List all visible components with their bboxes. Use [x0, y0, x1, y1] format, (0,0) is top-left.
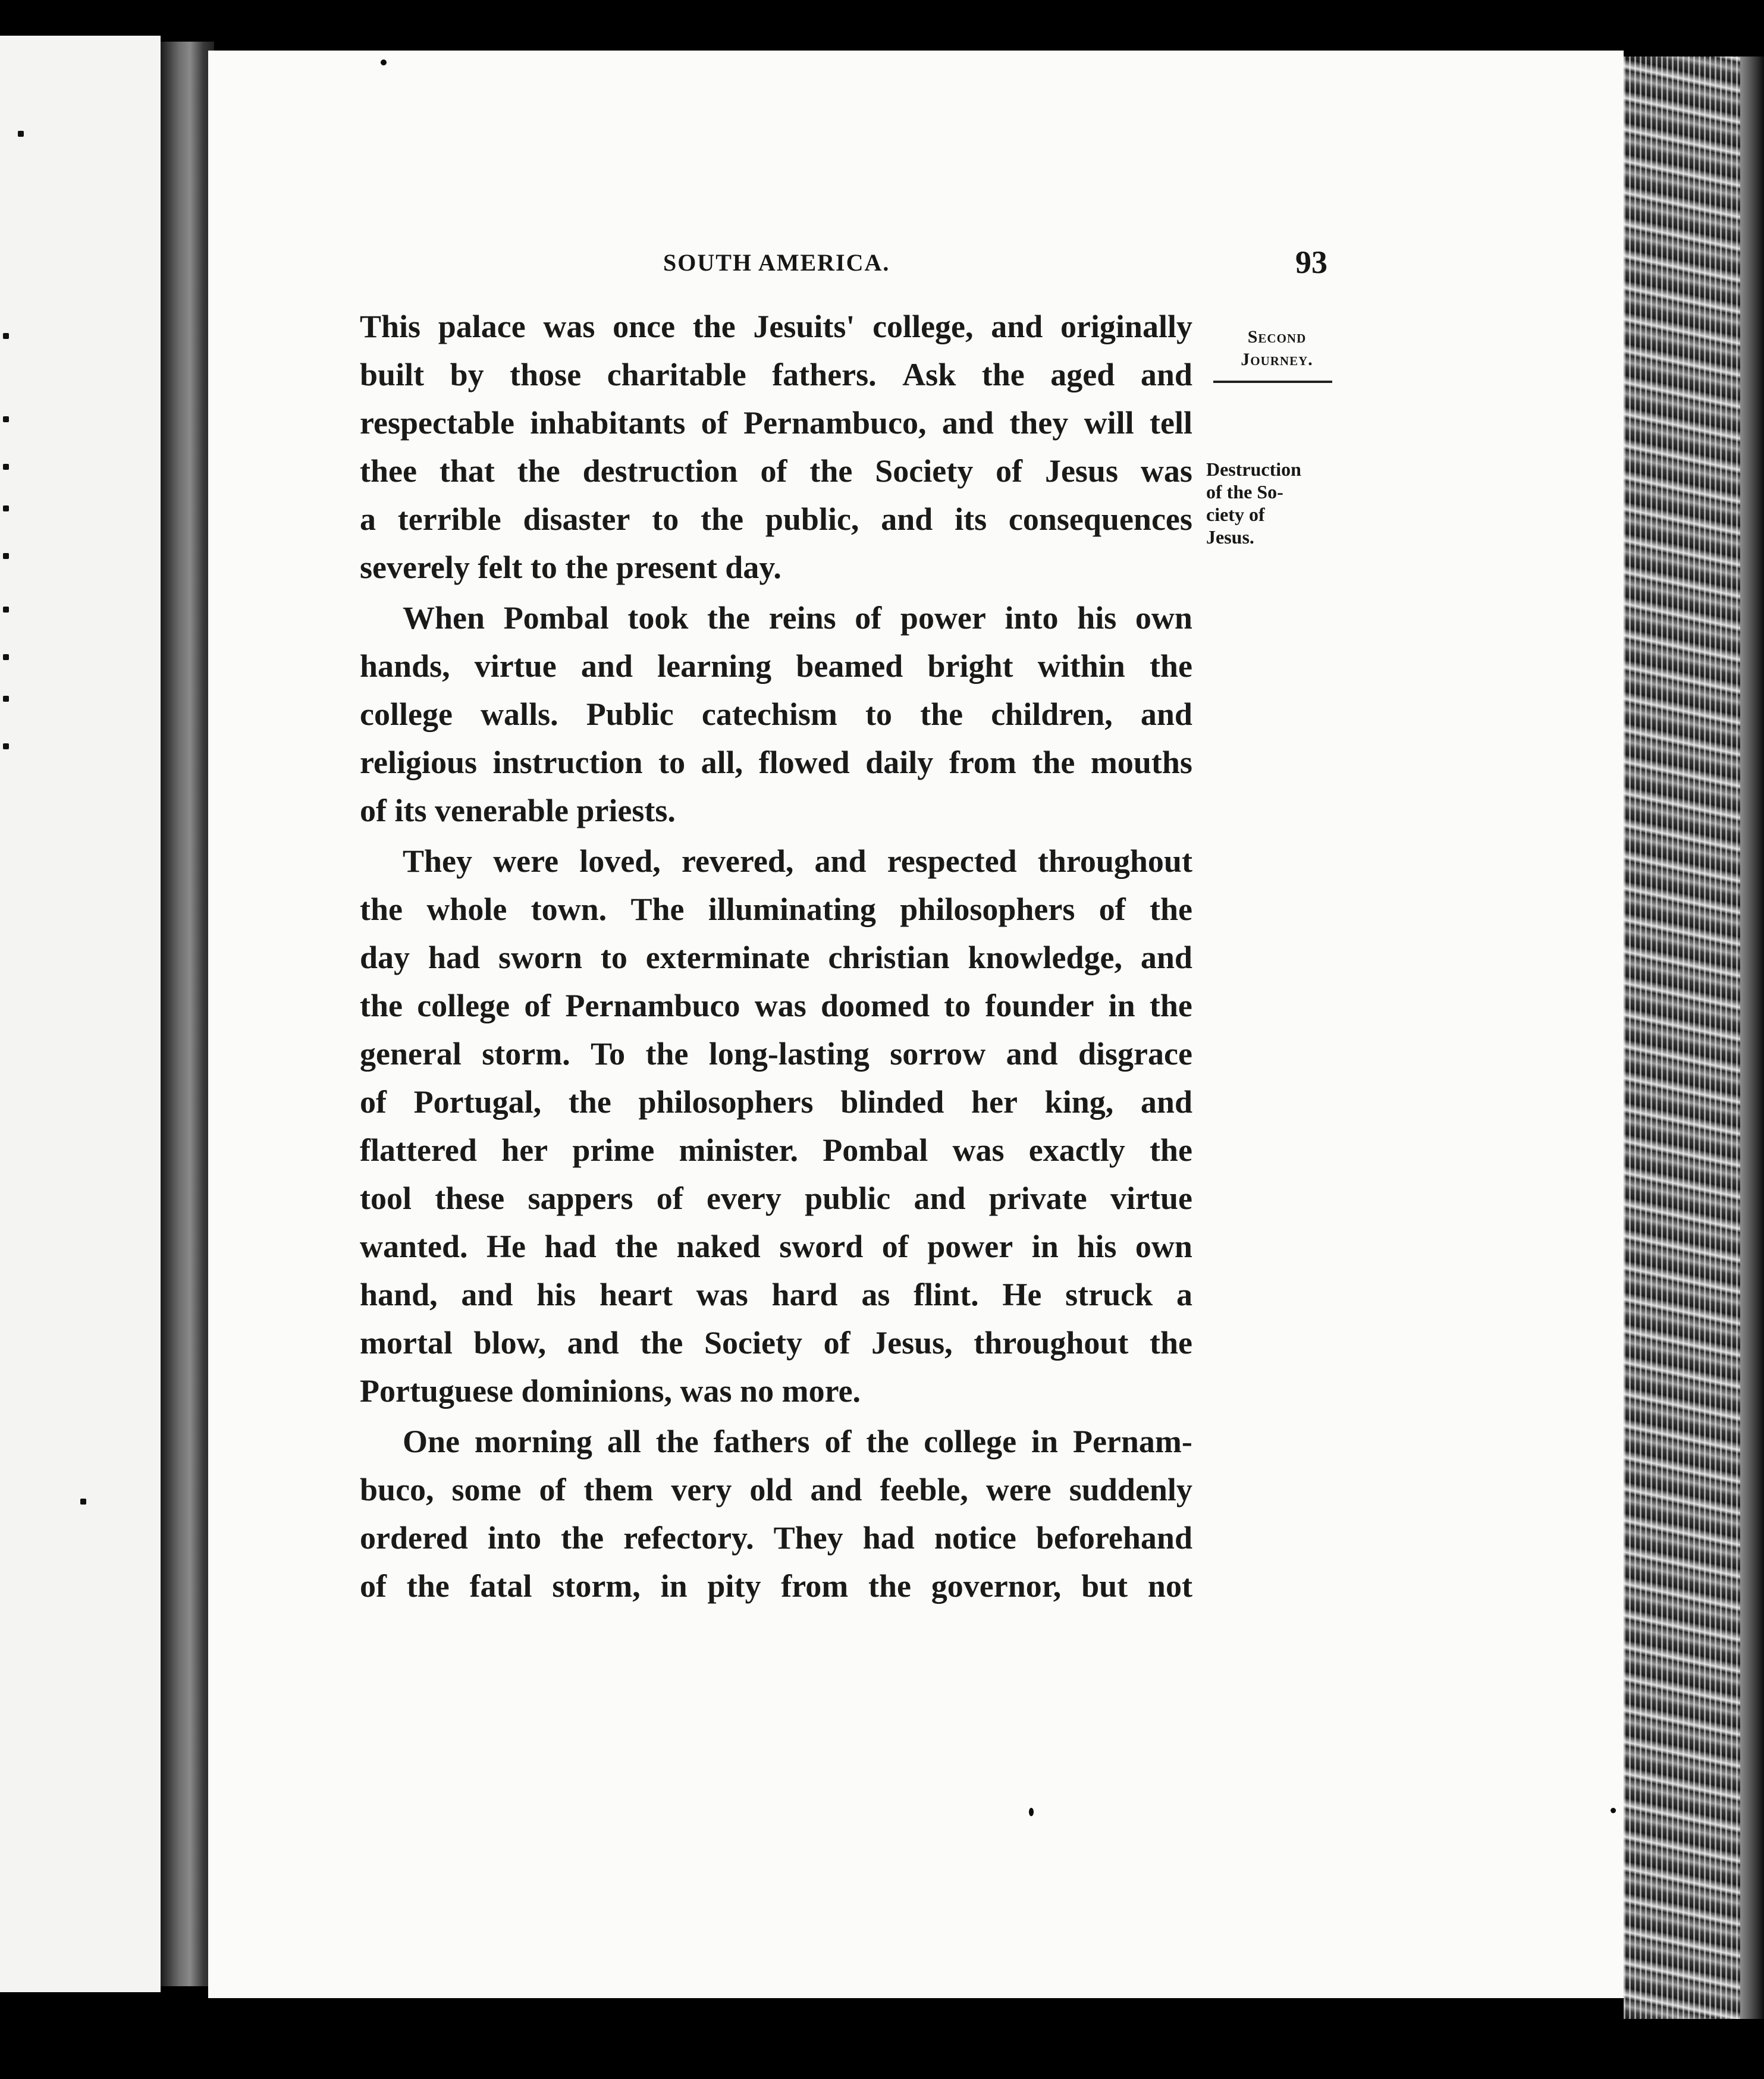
text-line: a terrible disaster to the public, and its consequences: [360, 501, 1192, 537]
text-line: mortal blow, and the Society of Jesus, throughout the: [360, 1325, 1192, 1361]
text-line: general storm. To the long-lasting sorrow and disgrace: [360, 1036, 1192, 1072]
marbled-page-edge: [1624, 56, 1764, 2019]
ink-speck: [381, 59, 387, 65]
text-line: When Pombal took the reins of power into his own: [403, 600, 1192, 636]
paragraph: [360, 594, 1192, 835]
ink-speck: [1029, 1808, 1034, 1816]
running-head: SOUTH AMERICA.: [663, 249, 890, 276]
facing-page-edge: [0, 36, 161, 1992]
paragraph: [360, 837, 1192, 1415]
margin-note-line: of the So-: [1206, 481, 1283, 503]
margin-note-line: Journey.: [1241, 350, 1313, 369]
body-text: [360, 300, 1192, 1610]
margin-note-journey: [1220, 326, 1333, 371]
text-line: severely felt to the present day.: [360, 549, 781, 585]
text-line: of its venerable priests.: [360, 793, 676, 828]
text-line: hand, and his heart was hard as flint. He struck a: [360, 1277, 1192, 1312]
text-line: thee that the destruction of the Society of Jesus was: [360, 453, 1192, 489]
page-number: 93: [1295, 244, 1327, 280]
book-spine-shadow: [161, 42, 214, 1986]
text-line: This palace was once the Jesuits' college, and originally: [360, 309, 1192, 344]
paragraph: [360, 1418, 1192, 1610]
text-line: day had sworn to exterminate christian knowledge, and: [360, 940, 1192, 975]
text-line: college walls. Public catechism to the children, and: [360, 696, 1192, 732]
margin-note-topic: [1206, 458, 1343, 548]
text-line: One morning all the fathers of the college in Pernam-: [403, 1424, 1192, 1459]
text-line: the college of Pernambuco was doomed to founder in the: [360, 988, 1192, 1023]
text-line: tool these sappers of every public and private virtue: [360, 1180, 1192, 1216]
margin-note-line: Destruction: [1206, 458, 1301, 480]
text-line: Portuguese dominions, was no more.: [360, 1373, 861, 1409]
margin-note-rule: [1213, 381, 1332, 383]
margin-note-line: Second: [1247, 327, 1307, 347]
text-line: the whole town. The illuminating philosophers of the: [360, 891, 1192, 927]
text-line: built by those charitable fathers. Ask the aged and: [360, 357, 1192, 392]
paragraph: [360, 303, 1192, 592]
margin-note-line: ciety of: [1206, 504, 1265, 525]
text-line: hands, virtue and learning beamed bright within the: [360, 648, 1192, 684]
text-line: They were loved, revered, and respected throughout: [403, 843, 1192, 879]
text-line: of the fatal storm, in pity from the governor, but not: [360, 1568, 1192, 1604]
text-line: buco, some of them very old and feeble, were suddenly: [360, 1472, 1192, 1508]
text-line: wanted. He had the naked sword of power in his own: [360, 1229, 1192, 1264]
text-line: flattered her prime minister. Pombal was exactly the: [360, 1132, 1192, 1168]
text-line: respectable inhabitants of Pernambuco, and they will tell: [360, 405, 1192, 441]
text-line: ordered into the refectory. They had notice beforehand: [360, 1520, 1192, 1556]
ink-speck: [1611, 1808, 1616, 1813]
text-line: religious instruction to all, flowed daily from the mouths: [360, 745, 1192, 780]
margin-note-line: Jesus.: [1206, 526, 1254, 548]
text-line: of Portugal, the philosophers blinded her king, and: [360, 1084, 1192, 1120]
